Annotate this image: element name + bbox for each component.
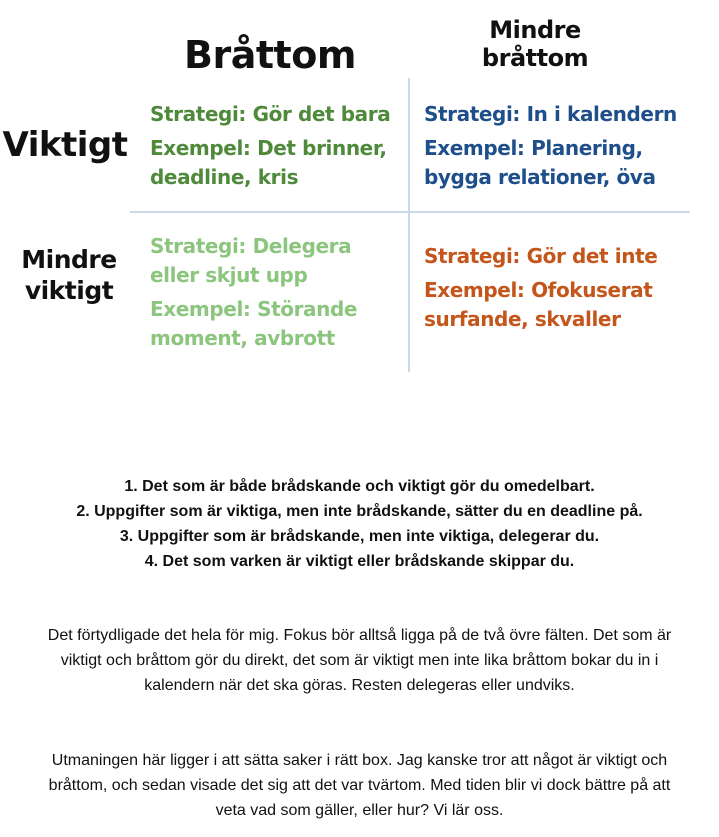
list-item: 4. Det som varken är viktigt eller brådskande skippar du. xyxy=(144,553,575,570)
q4-example-line2: surfande, skvaller xyxy=(424,307,621,331)
q1-example-line1: Exempel: Det brinner, xyxy=(150,136,387,160)
quadrant-less-urgent-less-important xyxy=(424,242,704,334)
column-header-less-urgent-line2: bråttom xyxy=(481,44,589,72)
q2-example-line1: Exempel: Planering, xyxy=(424,136,643,160)
eisenhower-matrix xyxy=(0,0,719,380)
q2-strategy: Strategi: In i kalendern xyxy=(424,102,677,126)
q3-example xyxy=(150,295,405,353)
paragraph: Det förtydligade det hela för mig. Fokus bör alltså ligga på de två övre fälten. Det som är viktigt och bråttom gör du direkt, det som är viktigt men inte lika bråttom bokar du in i kalendern när det ska göras. Resten delegeras eller undviks. xyxy=(47,627,672,694)
q4-example-line1: Exempel: Ofokuserat xyxy=(424,278,653,302)
q3-example-line1: Exempel: Störande xyxy=(150,297,358,321)
quadrant-less-urgent-important xyxy=(424,100,704,192)
paragraph: Utmaningen här ligger i att sätta saker i rätt box. Jag kanske tror att något är viktigt och bråttom, och sedan visade det sig att det var tvärtom. Med tiden blir vi dock bättre på att veta vad som gäller, eller hur? Vi lär oss. xyxy=(48,752,671,819)
vertical-divider xyxy=(408,78,410,372)
horizontal-divider xyxy=(130,211,690,213)
q1-example-line2: deadline, kris xyxy=(150,165,299,189)
list-item: 1. Det som är både brådskande och viktigt gör du omedelbart. xyxy=(124,478,595,495)
q3-example-line2: moment, avbrott xyxy=(150,326,335,350)
q3-strategy-line2: eller skjut upp xyxy=(150,263,308,287)
quadrant-urgent-less-important xyxy=(150,232,405,353)
row-header-less-important-line2: viktigt xyxy=(24,276,114,305)
q2-example xyxy=(424,134,704,192)
q2-example-line2: bygga relationer, öva xyxy=(424,165,656,189)
q3-strategy-line1: Strategi: Delegera xyxy=(150,234,352,258)
list-item: 2. Uppgifter som är viktiga, men inte brådskande, sätter du en deadline på. xyxy=(76,503,643,520)
row-header-less-important-line1: Mindre xyxy=(21,245,117,274)
q4-example xyxy=(424,276,704,334)
q1-example xyxy=(150,134,405,192)
list-item: 3. Uppgifter som är brådskande, men inte viktiga, delegerar du. xyxy=(119,528,600,545)
row-header-less-important xyxy=(14,244,124,306)
q4-strategy: Strategi: Gör det inte xyxy=(424,244,658,268)
column-header-less-urgent-line1: Mindre xyxy=(489,16,581,44)
row-header-important: Viktigt xyxy=(2,125,128,165)
q1-strategy: Strategi: Gör det bara xyxy=(150,102,391,126)
numbered-list xyxy=(40,474,679,574)
quadrant-urgent-important xyxy=(150,100,405,192)
column-header-urgent: Bråttom xyxy=(184,33,356,77)
q3-strategy xyxy=(150,232,405,290)
column-header-less-urgent xyxy=(440,16,630,72)
